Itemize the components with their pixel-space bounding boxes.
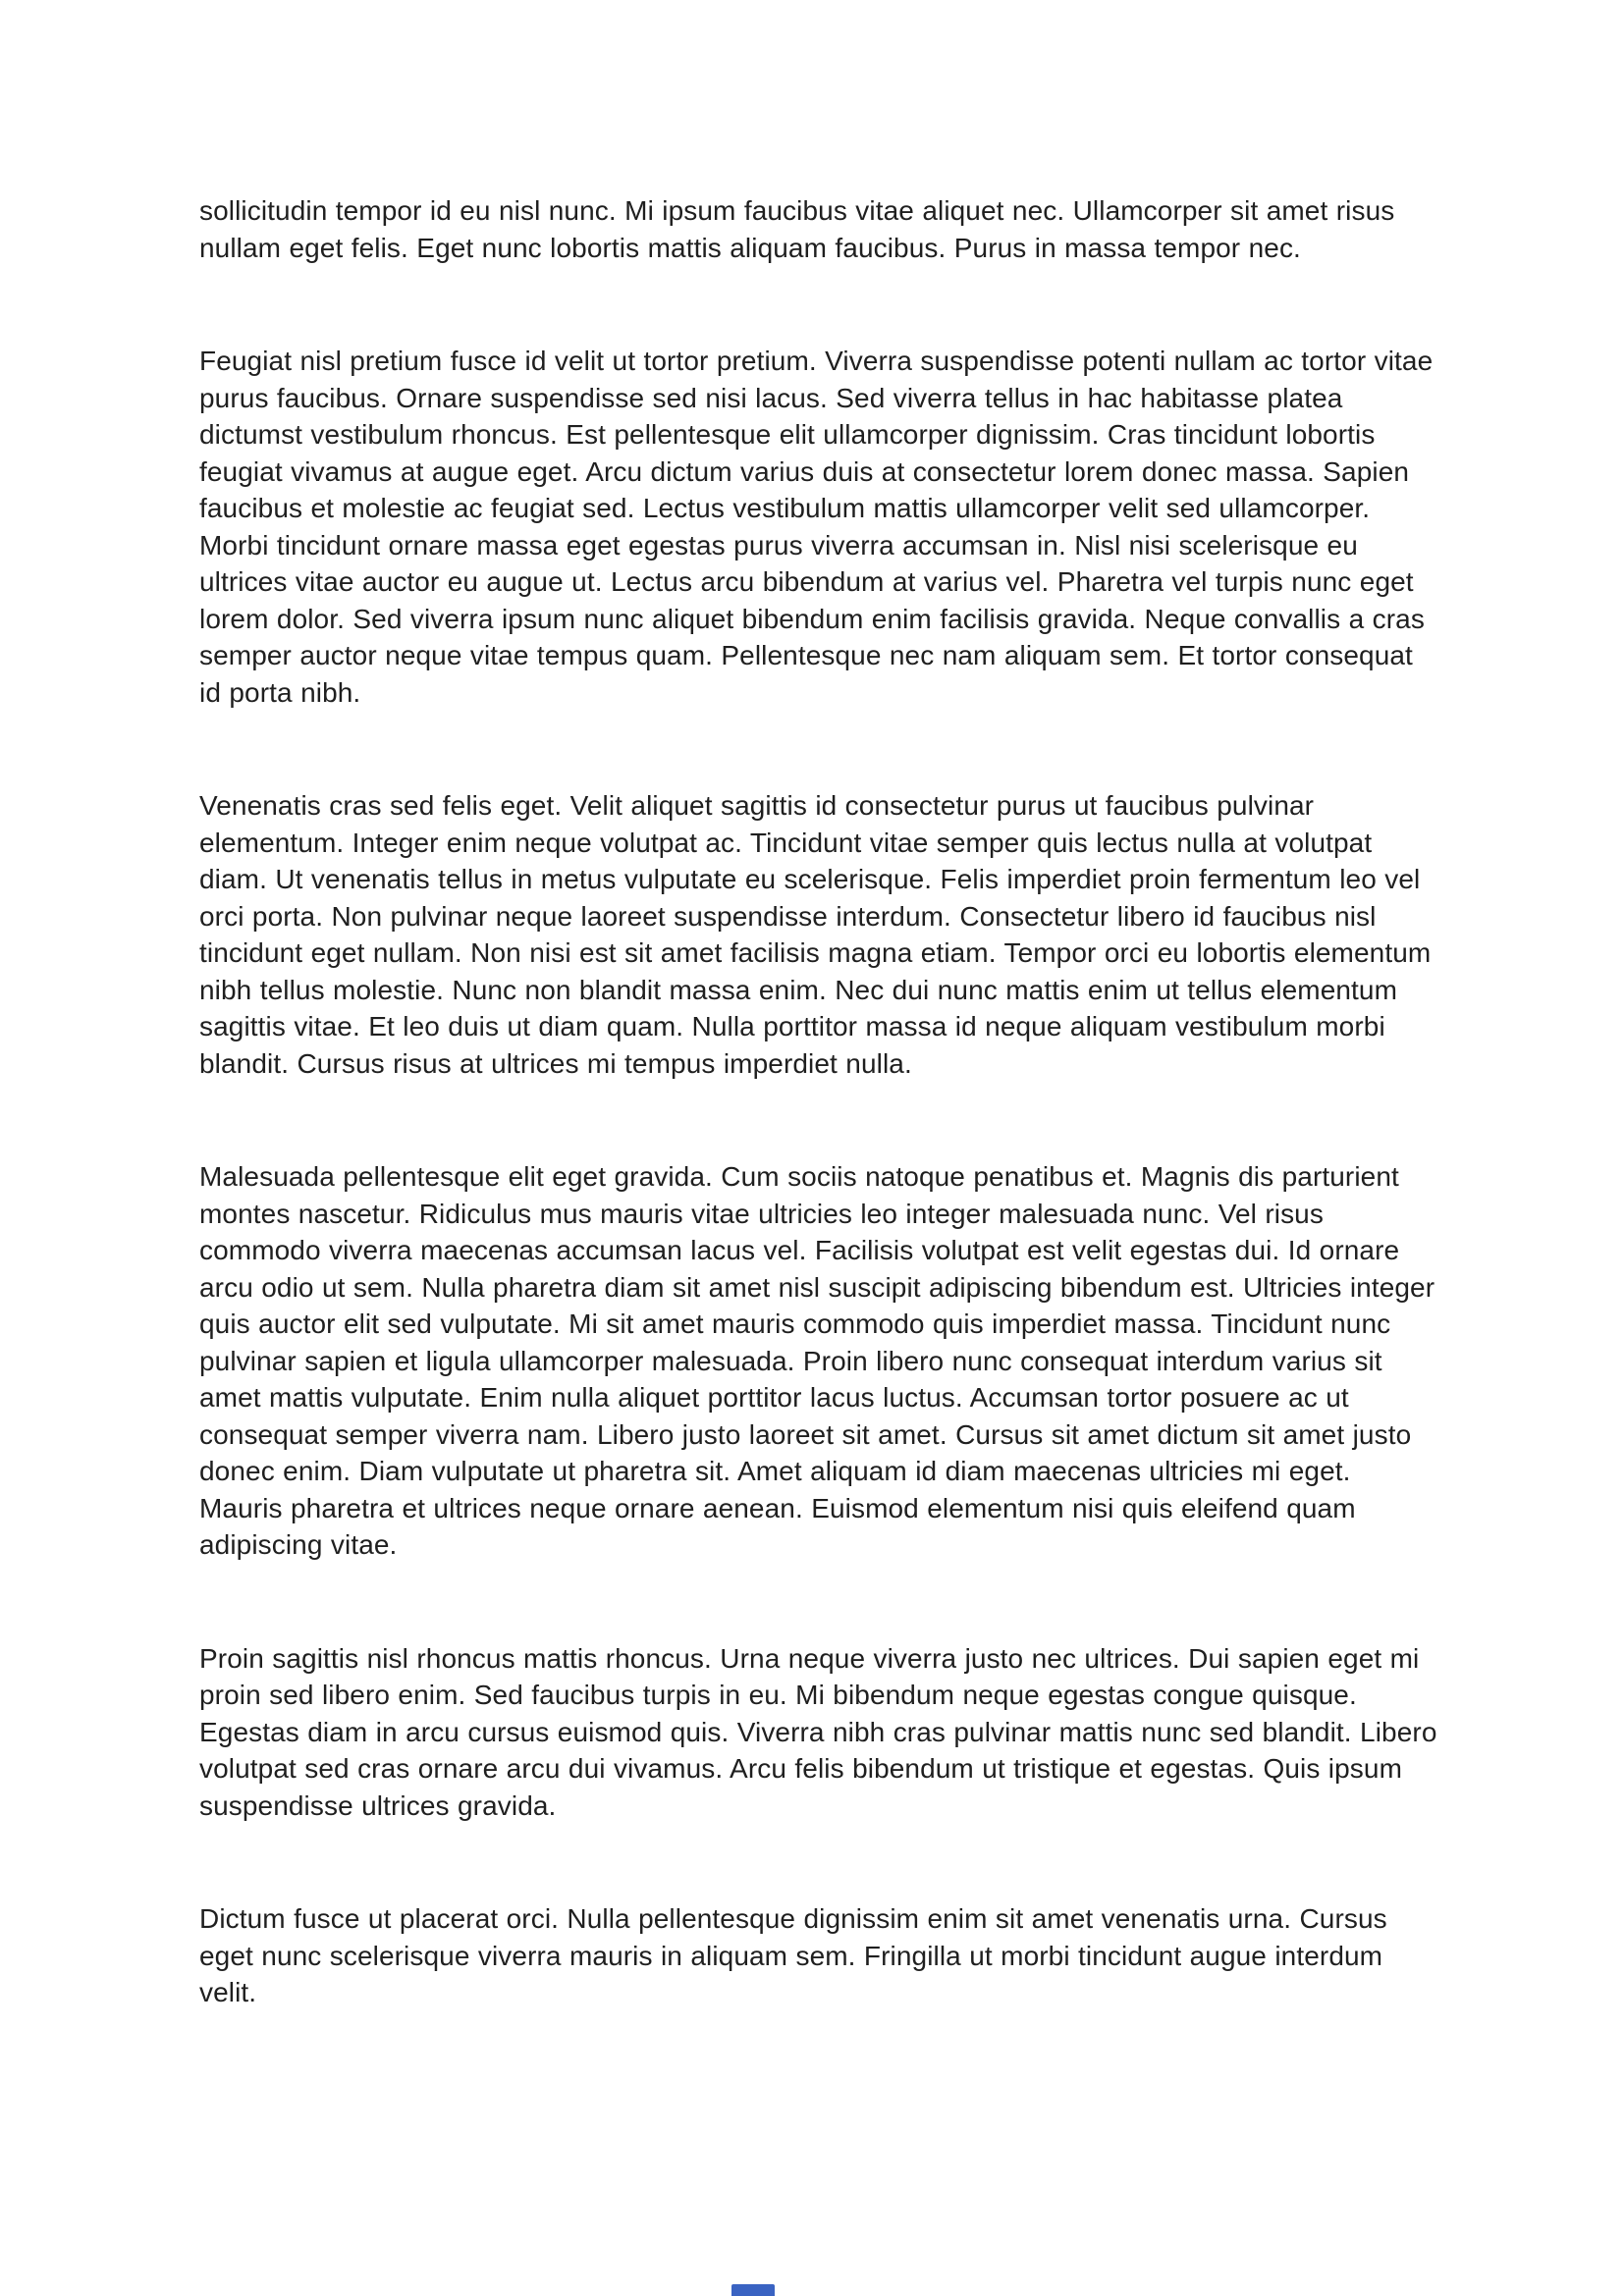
paragraph-5: Proin sagittis nisl rhoncus mattis rhoncus. Urna neque viverra justo nec ultrices. Dui sapien eget mi proin sed libero enim. Sed faucibus turpis in eu. Mi bibendum neque egestas congue quisque. Egestas diam in arcu cursus euismod quis. Viverra nibh cras pulvinar mattis nunc sed blandit. Libero volutpat sed cras ornare arcu dui vivamus. Arcu felis bibendum ut tristique et egestas. Quis ipsum suspendisse ultrices gravida.: [199, 1642, 1437, 1821]
paragraph-4: Malesuada pellentesque elit eget gravida. Cum sociis natoque penatibus et. Magnis dis parturient montes nascetur. Ridiculus mus mauris vitae ultricies leo integer malesuada nunc. Vel risus commodo viverra maecenas accumsan lacus vel. Facilisis volutpat est velit egestas dui. Id ornare arcu odio ut sem. Nulla pharetra diam sit amet nisl suscipit adipiscing bibendum est. Ultricies integer quis auctor elit sed vulputate. Mi sit amet mauris commodo quis imperdiet massa. Tincidunt nunc pulvinar sapien et ligula ullamcorper malesuada. Proin libero nunc consequat interdum varius sit amet mattis vulputate. Enim nulla aliquet porttitor lacus luctus. Accumsan tortor posuere ac ut consequat semper viverra nam. Libero justo laoreet sit amet. Cursus sit amet dictum sit amet justo donec enim. Diam vulputate ut pharetra sit. Amet aliquam id diam maecenas ultricies mi eget. Mauris pharetra et ultrices neque ornare aenean. Euismod elementum nisi quis eleifend quam adipiscing vitae.: [199, 1161, 1435, 1560]
bottom-blue-fragment: [731, 2284, 775, 2296]
paragraph-2: Feugiat nisl pretium fusce id velit ut tortor pretium. Viverra suspendisse potenti nullam ac tortor vitae purus faucibus. Ornare suspendisse sed nisi lacus. Sed viverra tellus in hac habitasse platea dictumst vestibulum rhoncus. Est pellentesque elit ullamcorper dignissim. Cras tincidunt lobortis feugiat vivamus at augue eget. Arcu dictum varius duis at consectetur lorem donec massa. Sapien faucibus et molestie ac feugiat sed. Lectus vestibulum mattis ullamcorper velit sed ullamcorper. Morbi tincidunt ornare massa eget egestas purus viverra accumsan in. Nisl nisi scelerisque eu ultrices vitae auctor eu augue ut. Lectus arcu bibendum at varius vel. Pharetra vel turpis nunc eget lorem dolor. Sed viverra ipsum nunc aliquet bibendum enim facilisis gravida. Neque convallis a cras semper auctor neque vitae tempus quam. Pellentesque nec nam aliquam sem. Et tortor consequat id porta nibh.: [199, 346, 1434, 708]
paragraph-6: Dictum fusce ut placerat orci. Nulla pellentesque dignissim enim sit amet venenatis urna. Cursus eget nunc scelerisque viverra mauris in aliquam sem. Fringilla ut morbi tincidunt augue interdum velit.: [199, 1903, 1387, 2007]
paragraph-3: Venenatis cras sed felis eget. Velit aliquet sagittis id consectetur purus ut faucibus pulvinar elementum. Integer enim neque volutpat ac. Tincidunt vitae semper quis lectus nulla at volutpat diam. Ut venenatis tellus in metus vulputate eu scelerisque. Felis imperdiet proin fermentum leo vel orci porta. Non pulvinar neque laoreet suspendisse interdum. Consectetur libero id faucibus nisl tincidunt eget nullam. Non nisi est sit amet facilisis magna etiam. Tempor orci eu lobortis elementum nibh tellus molestie. Nunc non blandit massa enim. Nec dui nunc mattis enim ut tellus elementum sagittis vitae. Et leo duis ut diam quam. Nulla porttitor massa id neque aliquam vestibulum morbi blandit. Cursus risus at ultrices mi tempus imperdiet nulla.: [199, 790, 1432, 1079]
paragraph-1: sollicitudin tempor id eu nisl nunc. Mi ipsum faucibus vitae aliquet nec. Ullamcorper sit amet risus nullam eget felis. Eget nunc lobortis mattis aliquam faucibus. Purus in massa tempor nec.: [199, 195, 1395, 263]
document-text-body: [199, 192, 1438, 2011]
